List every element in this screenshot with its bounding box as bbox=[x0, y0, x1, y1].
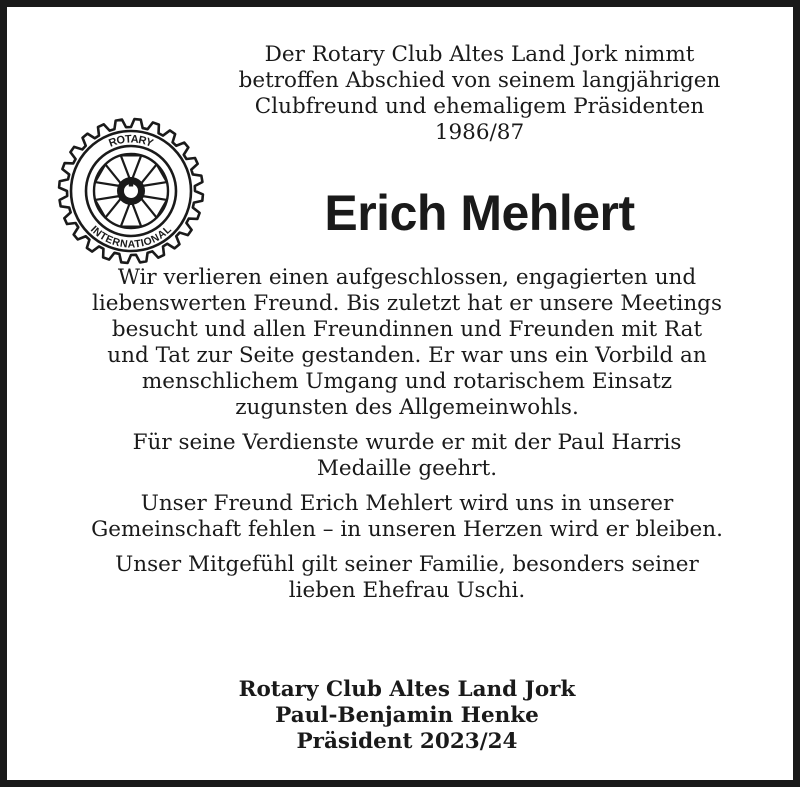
paragraph-line: Für seine Verdienste wurde er mit der Paul Harris bbox=[132, 430, 682, 455]
paragraph-line: lieben Ehefrau Uschi. bbox=[288, 578, 526, 603]
paragraph-line: Wir verlieren einen aufgeschlossen, engagierten und bbox=[117, 265, 697, 290]
signer-title: Präsident 2023/24 bbox=[296, 729, 518, 754]
paragraph bbox=[17, 265, 797, 421]
paragraph bbox=[17, 430, 797, 482]
paragraph-line: Medaille geehrt. bbox=[316, 456, 498, 481]
paragraph-line: Unser Freund Erich Mehlert wird uns in unserer bbox=[140, 491, 674, 516]
paragraph-line: zugunsten des Allgemeinwohls. bbox=[235, 395, 579, 420]
paragraph-line: Gemeinschaft fehlen – in unseren Herzen wird er bleiben. bbox=[91, 517, 723, 542]
signature-block bbox=[17, 677, 797, 755]
paragraph bbox=[17, 491, 797, 543]
paragraph-line: Unser Mitgefühl gilt seiner Familie, besonders seiner bbox=[115, 552, 699, 577]
deceased-name: Erich Mehlert bbox=[324, 185, 635, 241]
intro-text bbox=[197, 42, 762, 146]
paragraph-line: und Tat zur Seite gestanden. Er war uns ein Vorbild an bbox=[107, 343, 707, 368]
paragraph-line: besucht und allen Freundinnen und Freunden mit Rat bbox=[111, 317, 703, 342]
body-text bbox=[17, 265, 797, 613]
rotary-international-logo bbox=[51, 111, 211, 271]
intro-line: Der Rotary Club Altes Land Jork nimmt bbox=[264, 42, 695, 67]
paragraph-line: liebenswerten Freund. Bis zuletzt hat er unsere Meetings bbox=[92, 291, 722, 316]
signer-name: Paul-Benjamin Henke bbox=[275, 703, 539, 728]
rotary-wheel-icon bbox=[51, 111, 211, 271]
intro-line: Clubfreund und ehemaligem Präsidenten bbox=[254, 94, 705, 119]
intro-line: betroffen Abschied von seinem langjährigen bbox=[238, 68, 721, 93]
paragraph bbox=[17, 552, 797, 604]
paragraph-line: menschlichem Umgang und rotarischem Einsatz bbox=[141, 369, 673, 394]
club-name: Rotary Club Altes Land Jork bbox=[238, 677, 576, 702]
logo-ring-text: INTERNATIONAL bbox=[87, 223, 174, 251]
logo-ring-text: ROTARY bbox=[107, 133, 155, 150]
intro-line: 1986/87 bbox=[434, 120, 525, 145]
